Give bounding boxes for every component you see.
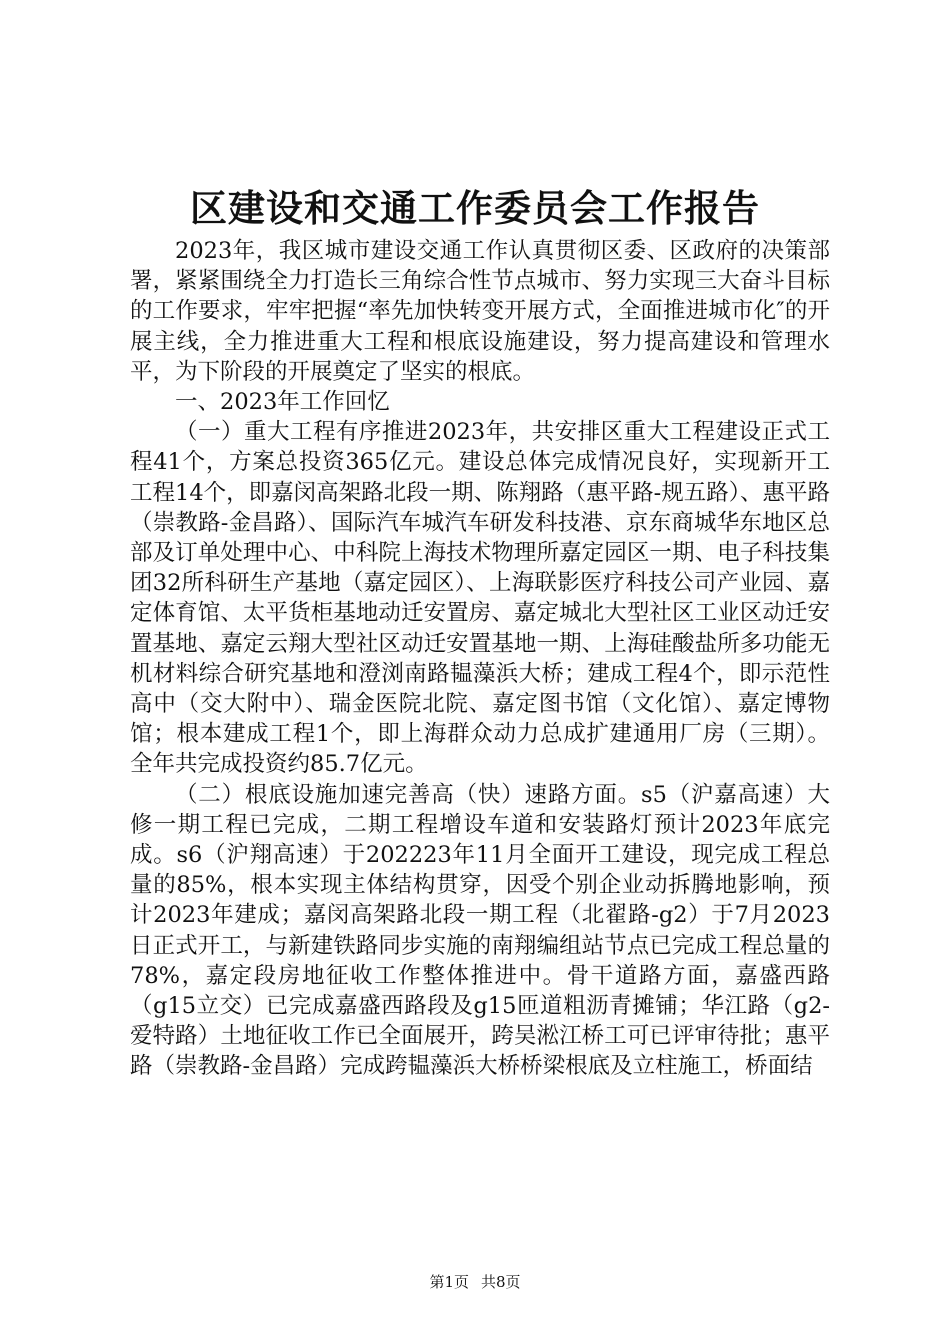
intro-paragraph: 2023年，我区城市建设交通工作认真贯彻区委、区政府的决策部署，紧紧围绕全力打造长三角综合性节点城市、努力实现三大奋斗目标的工作要求，牢牢把握“率先加快转变开展方式，全面推进城市化″的开展主线，全力推进重大工程和根底设施建设，努力提高建设和管理水平，为下阶段的开展奠定了坚实的根底。 bbox=[130, 238, 830, 385]
major-projects-paragraph: （一）重大工程有序推进2023年，共安排区重大工程建设正式工程41个，方案总投资365亿元。建设总体完成情况良好，实现新开工工程14个，即嘉闵高架路北段一期、陈翔路（惠平路-规五路）、惠平路（崇教路-金昌路）、国际汽车城汽车研发科技港、京东商城华东地区总部及订单处理中心、中科院上海技术物理所嘉定园区一期、电子科技集团32所科研生产基地（嘉定园区）、上海联影医疗科技公司产业园、嘉定体育馆、太平货柜基地动迁安置房、嘉定城北大型社区工业区动迁安置基地、嘉定云翔大型社区动迁安置基地一期、上海硅酸盐所多功能无机材料综合研究基地和澄浏南路韫藻浜大桥；建成工程4个，即示范性高中（交大附中）、瑞金医院北院、嘉定图书馆（文化馆）、嘉定博物馆；根本建成工程1个，即上海群众动力总成扩建通用厂房（三期）。全年共完成投资约85.7亿元。 bbox=[130, 419, 830, 778]
document-body bbox=[130, 236, 830, 1082]
infrastructure-paragraph: （二）根底设施加速完善高（快）速路方面。s5（沪嘉高速）大修一期工程已完成，二期工程增设车道和安装路灯预计2023年底完成。s6（沪翔高速）于202223年11月全面开工建设，现完成工程总量的85%，根本实现主体结构贯穿，因受个别企业动拆腾地影响，预计2023年建成；嘉闵高架路北段一期工程（北翟路-g2）于7月2023日正式开工，与新建铁路同步实施的南翔编组站节点已完成工程总量的78%，嘉定段房地征收工作整体推进中。骨干道路方面，嘉盛西路（g15立交）已完成嘉盛西路段及g15匝道粗沥青摊铺；华江路（g2-爱特路）土地征收工作已全面展开，跨吴淞江桥工可已评审待批；惠平路（崇教路-金昌路）完成跨韫藻浜大桥桥梁根底及立柱施工，桥面结 bbox=[130, 781, 830, 1080]
page-title: 区建设和交通工作委员会工作报告 bbox=[190, 186, 760, 230]
page-total: 共8页 bbox=[481, 1273, 521, 1291]
page-number: 第1页 bbox=[429, 1273, 469, 1291]
page-footer bbox=[0, 1272, 950, 1292]
section-heading: 一、2023年工作回忆 bbox=[175, 389, 390, 416]
